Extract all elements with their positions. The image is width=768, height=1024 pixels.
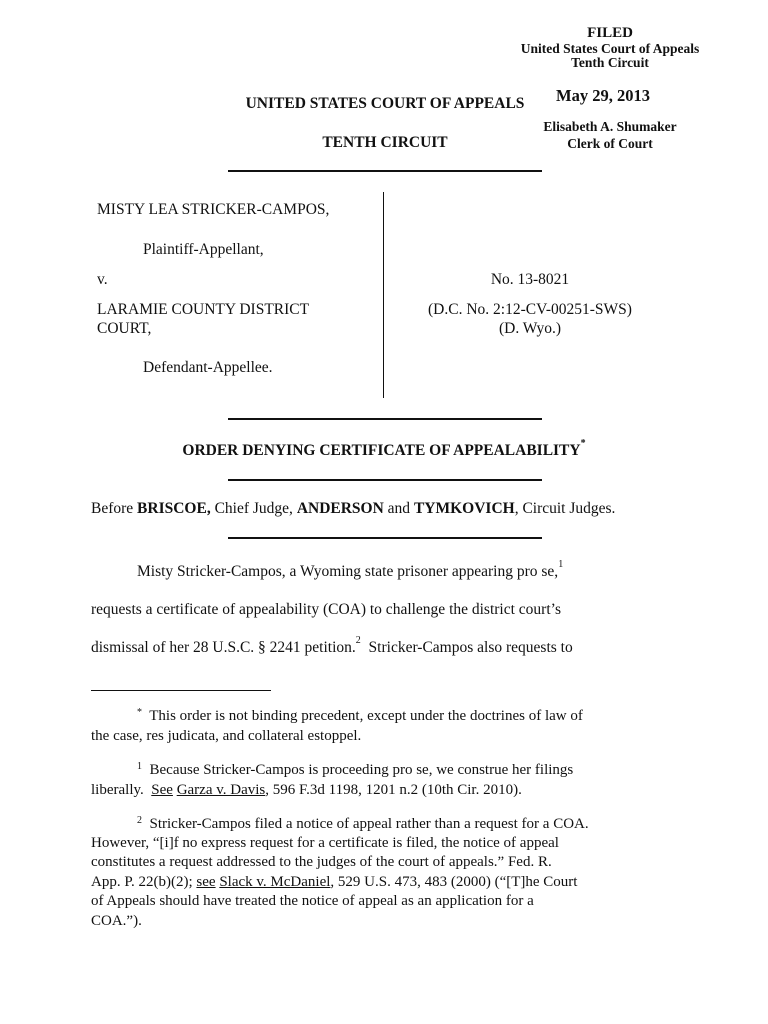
filed-circuit: Tenth Circuit: [571, 55, 649, 70]
footnote-1-text1: Because Stricker-Campos is proceeding pro se, we construe her filings: [149, 762, 574, 778]
defendant-name-line2: COURT,: [97, 320, 152, 337]
footnote-2-text4b: , 529 U.S. 473, 483 (2000) (“[T]he Court: [330, 874, 578, 890]
circuit-heading: TENTH CIRCUIT: [322, 134, 448, 151]
footnote-2-case: Slack v. McDaniel: [219, 874, 331, 890]
body-line-1: [137, 559, 564, 580]
panel-before: Before: [91, 500, 134, 517]
clerk-name: Elisabeth A. Shumaker: [543, 119, 677, 134]
footnote-1-text2a: liberally.: [91, 782, 152, 798]
body-line-3: [91, 635, 573, 656]
plaintiff-role: Plaintiff-Appellant,: [143, 241, 264, 258]
panel-line: [91, 501, 615, 517]
panel-rule: [228, 537, 542, 539]
title-rule-top: [228, 418, 542, 420]
district-case-number: (D.C. No. 2:12-CV-00251-SWS): [428, 301, 632, 318]
header-rule: [228, 170, 542, 172]
caption-divider: [383, 192, 384, 398]
footnote-2-line4: [91, 873, 577, 892]
district-court: (D. Wyo.): [498, 320, 562, 337]
footnote-star-line2: the case, res judicata, and collateral estoppel.: [91, 728, 362, 744]
filed-label: FILED: [587, 25, 633, 41]
defendant-role: Defendant-Appellee.: [143, 359, 273, 376]
footnote-1-see: See: [151, 782, 173, 798]
body-line-3a: dismissal of her 28 U.S.C. § 2241 petition.: [91, 639, 356, 656]
footnote-2-line3: constitutes a request addressed to the judges of the court of appeals.” Fed. R.: [91, 854, 552, 870]
judge-tymkovich: TYMKOVICH: [413, 500, 515, 517]
title-rule-bottom: [228, 479, 542, 481]
order-title: [100, 438, 668, 460]
footnote-star-text1: This order is not binding precedent, except under the doctrines of law of: [149, 708, 583, 724]
filed-court: United States Court of Appeals: [520, 41, 700, 56]
footnote-ref-2: 2: [355, 635, 361, 646]
footnote-2-see: see: [196, 874, 216, 890]
footnote-1-case: Garza v. Davis: [176, 782, 266, 798]
panel-rest: , Circuit Judges.: [514, 500, 616, 517]
body-line-3b: Stricker-Campos also requests to: [360, 639, 573, 656]
footnote-ref-1: 1: [558, 559, 564, 570]
court-heading: UNITED STATES COURT OF APPEALS: [245, 95, 525, 112]
filed-date: May 29, 2013: [556, 86, 650, 105]
footnote-1-text2b: , 596 F.3d 1198, 1201 n.2 (10th Cir. 2010).: [265, 782, 522, 798]
footnote-2-text4a: App. P. 22(b)(2);: [91, 874, 197, 890]
footnote-2-line2: However, “[i]f no express request for a certificate is filed, the notice of appeal: [91, 835, 559, 851]
footnote-2-line6: COA.”).: [91, 913, 142, 929]
judge-briscoe-title: Chief Judge,: [214, 500, 293, 517]
footnote-separator: [91, 690, 271, 691]
case-number: No. 13-8021: [490, 271, 570, 288]
judge-anderson: ANDERSON: [296, 500, 384, 517]
footnote-2-line1: [137, 815, 589, 834]
footnote-1-line1: [137, 761, 573, 780]
clerk-title: Clerk of Court: [567, 136, 653, 151]
defendant-name-line1: LARAMIE COUNTY DISTRICT: [97, 301, 310, 318]
plaintiff-name: MISTY LEA STRICKER-CAMPOS,: [97, 201, 330, 218]
body-line-1-text: Misty Stricker-Campos, a Wyoming state prisoner appearing pro se,: [137, 563, 559, 580]
versus: v.: [97, 271, 108, 288]
order-title-text: ORDER DENYING CERTIFICATE OF APPEALABILITY: [182, 442, 581, 459]
panel-and: and: [387, 500, 411, 517]
footnote-2-line5: of Appeals should have treated the notice of appeal as an application for a: [91, 893, 534, 909]
body-line-2: requests a certificate of appealability (COA) to challenge the district court’s: [91, 601, 561, 618]
footnote-star-line1: [137, 707, 583, 726]
footnote-1-marker: 1: [137, 761, 142, 772]
footnote-star-marker: *: [137, 707, 142, 718]
footnote-1-line2: [91, 781, 522, 800]
footnote-2-marker: 2: [137, 815, 142, 826]
order-title-marker: *: [580, 438, 586, 449]
judge-briscoe: BRISCOE,: [137, 500, 211, 517]
footnote-2-text1: Stricker-Campos filed a notice of appeal rather than a request for a COA.: [149, 816, 589, 832]
